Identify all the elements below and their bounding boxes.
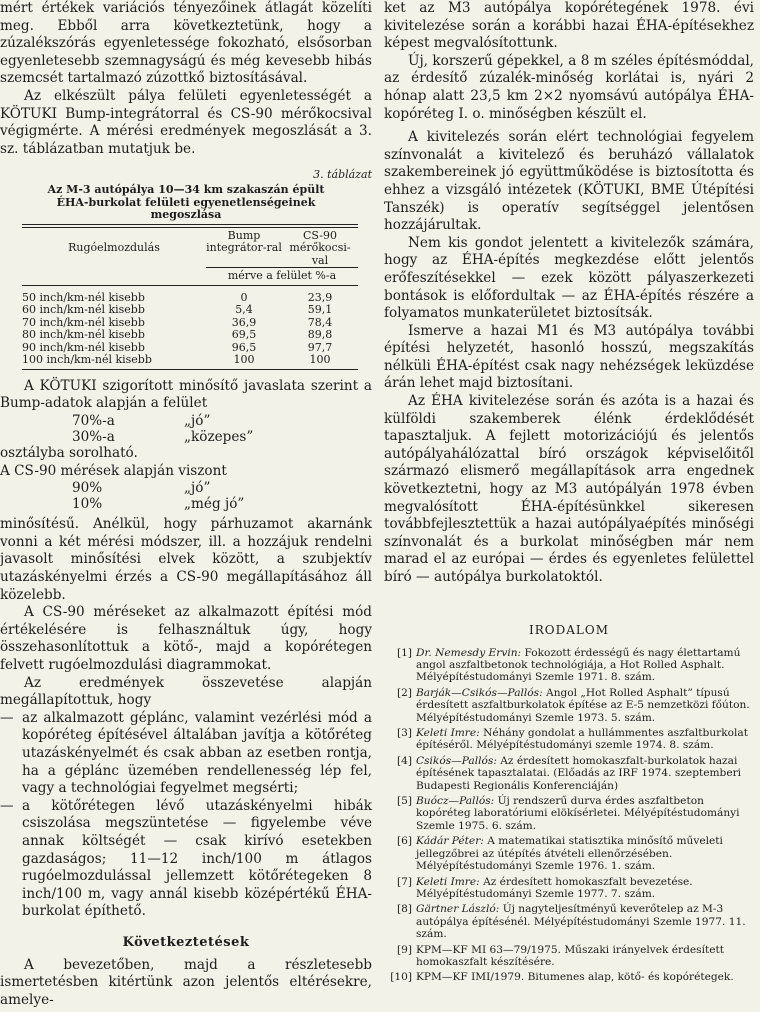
table-header-cell: CS-90 mérőkocsi-val — [289, 228, 351, 267]
table-row-label: 60 inch/km-nél kisebb — [22, 303, 145, 317]
grade-label: „jó” — [184, 480, 211, 497]
reference-author: Kádár Péter: — [416, 835, 484, 848]
table-unit-cell: mérve a felület %-a — [206, 268, 358, 286]
reference-item — [384, 835, 754, 872]
reference-text: KPM—KF IMI/1979. Bitumenes alap, kötő- és kopórétegek. — [416, 971, 734, 984]
table-cell-bump: 100 — [233, 353, 255, 367]
reference-author: Gärtner László: — [416, 903, 500, 916]
reference-author: Dr. Nemesdy Ervin: — [416, 646, 522, 659]
table-row — [22, 354, 358, 367]
table-row-label: 70 inch/km-nél kisebb — [22, 315, 145, 329]
dash-item-text: az alkalmazott géplánc, valamint vezérlési mód a kopóréteg építésével általában javítja a kötőréteg utazáskényelmét és csak abban az esetben rontja, ha a géplánc üzemében rendellenesség lép fel, vagy a technológiai fegyelmet megsérti; — [22, 709, 372, 797]
reference-number: [2] — [396, 686, 412, 699]
grade-line — [72, 480, 372, 496]
paragraph: Az elkészült pálya felületi egyenletességét a KÖTUKI Bump-integrátorral és CS-90 mérőkocsival végigmérte. A mérési eredmények megoszlását a 3. sz. táblázatban mutatjuk be. — [0, 87, 372, 157]
table-cell-bump: 69,5 — [231, 328, 257, 342]
reference-text: KPM—KF MI 63—79/1975. Műszaki irányelvek érdesített homokaszfalt készítésére. — [416, 943, 725, 968]
reference-number: [1] — [396, 646, 412, 659]
table-cell-bump: 36,9 — [231, 315, 257, 329]
table-cell-cs90: 78,4 — [307, 315, 333, 329]
right-column — [384, 0, 754, 987]
table-row — [22, 329, 358, 342]
paragraph: ket az M3 autópálya kopórétegének 1978. évi kivitelezése során a korábbi hazai ÉHA-építésekhez képest megvalósítottunk. — [384, 0, 754, 52]
reference-number: [3] — [396, 727, 412, 740]
reference-text: A matematikai statisztika minősítő műveleti jellegzőbrei az útépítés átvételi ellenőrzésében. Mélyépítéstudományi Szemle 1976. 1. szám. — [416, 835, 723, 873]
paragraph: osztályba sorolható. — [0, 445, 138, 462]
paragraph: A CS-90 mérések alapján viszont — [0, 462, 227, 479]
paragraph: minősítésű. Anélkül, hogy párhuzamot akarnánk vonni a két mérési módszer, ill. a hozzájuk rendelni javasolt minősítési elvek között, a szubjektív utazáskényelmi érzés a CS-90 megállapításához áll közelebb. — [0, 516, 372, 603]
reference-number: [9] — [396, 943, 412, 956]
table-row-label: 90 inch/km-nél kisebb — [22, 340, 145, 354]
reference-item — [384, 903, 754, 940]
table-body — [22, 292, 358, 370]
references-list — [384, 647, 754, 984]
reference-item — [384, 971, 754, 983]
grade-percent: 70%-a — [72, 413, 115, 430]
reference-number: [4] — [396, 754, 412, 767]
paragraph: Nem kis gondot jelentett a kivitelezők számára, hogy az ÉHA-építés megkezdése előtt jelentős erőfeszítésekkel — ezek között pályaszerkezeti bontások is előfordultak — az ÉHA-építés részére a folyamatos munkaterületet biztosítsák. — [384, 234, 754, 322]
reference-author: Buócz—Pallós: — [416, 795, 495, 808]
table-title: Az M-3 autópálya 10—34 km szakaszán épült ÉHA-burkolat felületi egyenetlenségeinek megoszlása — [47, 183, 325, 222]
reference-item — [384, 795, 754, 832]
grade-line — [72, 413, 372, 429]
references-heading: IRODALOM — [529, 622, 609, 637]
table-cell-cs90: 100 — [309, 353, 331, 367]
table-row-label: 80 inch/km-nél kisebb — [22, 328, 145, 342]
reference-number: [6] — [396, 835, 412, 848]
table-cell-cs90: 59,1 — [307, 303, 333, 317]
reference-author: Keleti Imre: — [416, 727, 480, 740]
reference-number: [5] — [396, 795, 412, 808]
reference-number: [8] — [396, 903, 412, 916]
paragraph: A kivitelezés során elért technológiai fegyelem színvonalát a kivitelező és beruházó vállalatok szakembereinek jó együttműködése is biztosította és ehhez a vizsgáló intézetek (KÖTUKI, BME Útépítési Tanszék) is operatív segítséggel jelentősen hozzájárultak. — [384, 129, 754, 234]
section-heading: Következtetések — [122, 934, 250, 950]
grade-label: „közepes” — [184, 429, 254, 446]
table-row-label: 50 inch/km-nél kisebb — [22, 290, 145, 304]
reference-number: [7] — [396, 875, 412, 888]
dash-item-text: a kötőrétegen lévő utazáskényelmi hibák csiszolása megszüntetése — figyelembe véve annak költségét — csak kirívó esetekben gazdaságos; 11—12 inch/100 m átlagos rugóelmozdulással jellemzett kötőrétegeken 8 inch/100 m, vagy annál kisebb középértékű ÉHA-burkolat építhető. — [22, 797, 372, 920]
grade-line — [72, 496, 372, 512]
table-header-row — [22, 228, 358, 268]
paragraph: Ismerve a hazai M1 és M3 autópálya további építési helyzetét, hasonló hosszú, megszakítás nélküli ÉHA-építést csak nagy nehézségek leküzdése árán lehet majd biztosítani. — [384, 322, 754, 392]
table-caption: 3. táblázat — [313, 168, 372, 182]
paragraph: Új, korszerű gépekkel, a 8 m széles építésmóddal, az érdesítő zúzalék-minőség korlátai is, nyári 2 hónap alatt 23,5 km 2×2 nyomsávú autópálya ÉHA-kopóréteg I. o. minőségben készült el. — [384, 52, 754, 122]
table-row-label: 100 inch/km-nél kisebb — [22, 353, 152, 367]
reference-number: [10] — [390, 971, 412, 984]
data-table — [22, 228, 358, 292]
left-column — [0, 0, 372, 1010]
reference-item — [384, 727, 754, 752]
reference-item — [384, 876, 754, 901]
grade-line — [72, 429, 372, 445]
dash-list-item: — az alkalmazott géplánc, valamint vezérlési mód a kopóréteg építésével általában javítja a kötőréteg utazáskényelmét és csak abban az esetben rontja, ha a géplánc üzemében rendellenesség lép fel, vagy a technológiai fegyelmet megsérti; — [0, 709, 372, 797]
table-cell-cs90: 97,7 — [307, 340, 333, 354]
reference-text: Új nagyteljesítményű keverőtelep az M-3 autópálya építésénél. Mélyépítéstudományi Szemle 1977. 11. szám. — [416, 903, 746, 941]
reference-text: Angol „Hot Rolled Asphalt” típusú érdesített aszfaltburkolatok építése az E-5 nemzetközi főúton. Mélyépítéstudományi Szemle 1973. 5. szám. — [416, 686, 750, 724]
grade-percent: 30%-a — [72, 429, 115, 446]
reference-author: Keleti Imre: — [416, 875, 480, 888]
table-header-cell: Bump integrátor-ral — [206, 228, 282, 255]
grade-label: „jó” — [184, 413, 211, 430]
reference-item — [384, 687, 754, 724]
table-cell-bump: 0 — [240, 290, 248, 304]
table-header-cell: Rugóelmozdulás — [68, 240, 160, 254]
table-cell-cs90: 23,9 — [307, 290, 333, 304]
reference-item — [384, 755, 754, 792]
table-unit-row — [22, 268, 358, 286]
grade-percent: 10% — [72, 496, 103, 513]
paragraph: Az eredmények összevetése alapján megállapítottuk, hogy — [0, 674, 372, 709]
reference-item — [384, 944, 754, 969]
paragraph: Az ÉHA kivitelezése során és azóta is a hazai és külföldi szakemberek élénk érdeklődését tapasztaljuk. A fejlett motorizációjú és jelentős autópályahálózattal bíró országok képviselőitől származó elismerő megállapítások arra engednek következtetni, hogy az M3 autópályán 1978 évben megvalósított ÉHA-építésünkkel sikeresen továbbfejlesztettük a hazai autópályaépítés minőségi színvonalát és a burkolat minőségben már nem marad el az európai — érdes és egyenletes felülettel bíró — autópálya burkolatoktól. — [384, 393, 754, 585]
table-cell-bump: 96,5 — [231, 340, 257, 354]
reference-text: Néhány gondolat a hullámmentes aszfaltburkolat építéséről. Mélyépítéstudományi szemle 1974. 8. szám. — [416, 727, 748, 752]
table-row — [22, 304, 358, 317]
reference-text: Fokozott érdességű és nagy élettartamú angol aszfaltbetonok technológiája, a Hot Rolled Asphalt. Mélyépítéstudományi Szemle 1971. 8. szám. — [416, 646, 741, 684]
grade-label: „még jó” — [184, 496, 245, 513]
dash-list-item: — a kötőrétegen lévő utazáskényelmi hibák csiszolása megszüntetése — figyelembe véve annak költségét — csak kirívó esetekben gazdaságos; 11—12 inch/100 m átlagos rugóelmozdulással jellemzett kötőrétegeken 8 inch/100 m, vagy annál kisebb középértékű ÉHA-burkolat építhető. — [0, 797, 372, 920]
reference-author: Csikós—Pallós: — [416, 754, 497, 767]
paragraph: A bevezetőben, majd a részletesebb ismertetésben kitértünk azon jelentős eltérésekre, amelye- — [0, 956, 372, 1009]
reference-item — [384, 647, 754, 684]
reference-text: Az érdesített homokaszfalt bevezetése. Mélyépítéstudományi Szemle 1977. 7. szám. — [416, 875, 693, 900]
paragraph: A CS-90 méréseket az alkalmazott építési mód értékelésére is felhasználtuk úgy, hogy összehasonlítottuk a kötő-, majd a kopórétegen felvett rugóelmozdulási diagrammokat. — [0, 604, 372, 673]
reference-text: Az érdesített homokaszfalt-burkolatok hazai építésének tapasztalatai. (Előadás az IRF 1974. szeptemberi Budapesti Regionális Konferenciáján) — [416, 754, 742, 792]
table-cell-cs90: 89,8 — [307, 328, 333, 342]
reference-text: Új rendszerű durva érdes aszfaltbeton kopóréteg laboratóriumi elökísérletei. Mélyépítéstudományi Szemle 1975. 6. szám. — [416, 795, 740, 832]
table-cell-bump: 5,4 — [235, 303, 253, 317]
grade-percent: 90% — [72, 480, 103, 497]
paragraph: mért értékek variációs tényezőinek átlagát közelíti meg. Ebből arra következtetünk, hogy a zúzalékszórás egyenletessége fokozható, elsősorban egyenletesebb szemnagyságú és még kevesebb hibás szemcsét tartalmazó zúzottkő biztosításával. — [0, 0, 372, 87]
reference-author: Barják—Csikós—Pallós: — [416, 686, 543, 699]
paragraph: A KÖTUKI szigorított minősítő javaslata szerint a Bump-adatok alapján a felület — [0, 377, 372, 412]
